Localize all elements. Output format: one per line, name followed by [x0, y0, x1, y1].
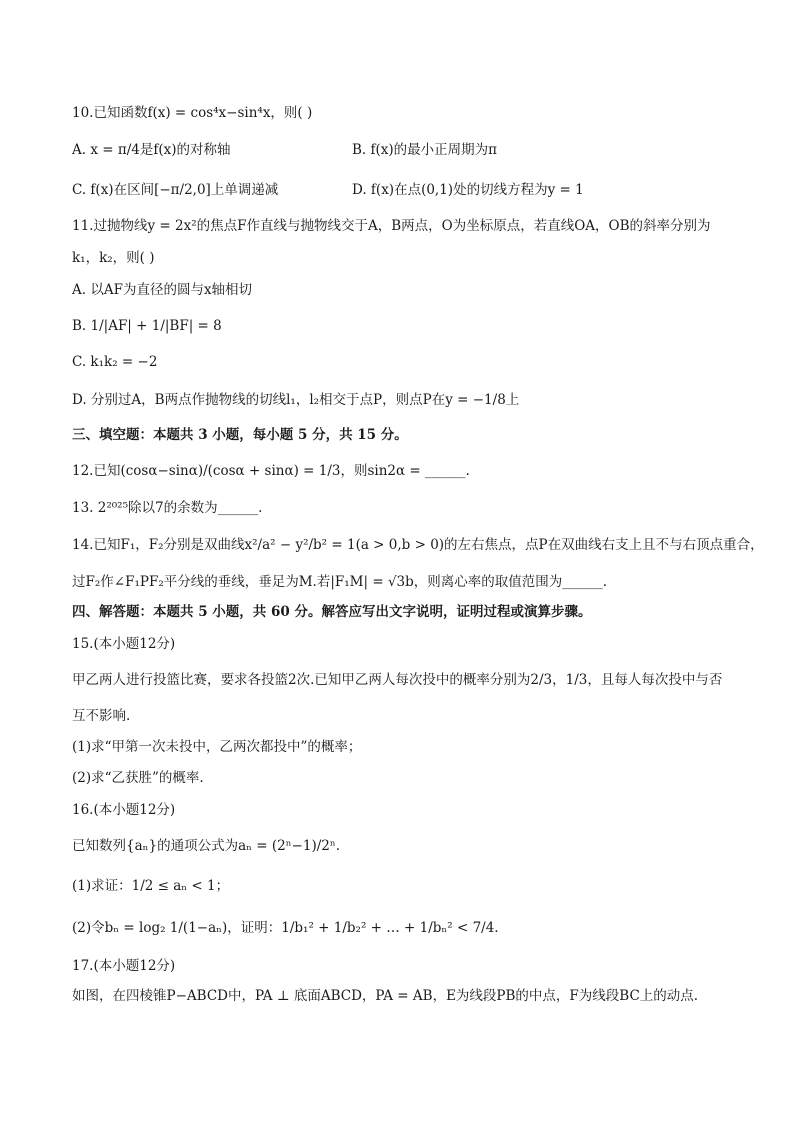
q16-title: 16.(本小题12分)	[72, 802, 176, 818]
q11-option-c: C. k₁k₂ = −2	[72, 354, 158, 370]
q15-part1: (1)求“甲第一次未投中，乙两次都投中”的概率；	[72, 739, 362, 755]
q17-title: 17.(本小题12分)	[72, 958, 176, 974]
q15-part2: (2)求“乙获胜”的概率.	[72, 770, 204, 786]
q11-option-b: B. 1/|AF| + 1/|BF| = 8	[72, 318, 222, 334]
q15-title: 15.(本小题12分)	[72, 636, 176, 652]
q14-line1: 14.已知F₁，F₂分别是双曲线x²/a² − y²/b² = 1(a > 0,b > 0)的左右焦点，点P在双曲线右支上且不与右顶点重合，	[72, 537, 764, 553]
q12: 12.已知(cosα−sinα)/(cosα + sinα) = 1/3，则sin2α = ______.	[72, 463, 470, 479]
q16-line1: 已知数列{aₙ}的通项公式为aₙ = (2ⁿ−1)/2ⁿ.	[72, 838, 340, 854]
q10-stem: 10.已知函数f(x) = cos⁴x−sin⁴x，则( )	[72, 105, 313, 121]
q13: 13. 2²⁰²⁵除以7的余数为______.	[72, 500, 263, 516]
q17-line1: 如图，在四棱锥P−ABCD中，PA ⊥ 底面ABCD，PA = AB，E为线段PB的中点，F为线段BC上的动点.	[72, 988, 699, 1004]
q10-option-a: A. x = π/4是f(x)的对称轴	[72, 142, 231, 158]
q11-option-d: D. 分别过A，B两点作抛物线的切线l₁，l₂相交于点P，则点P在y = −1/8上	[72, 392, 520, 408]
q16-part2: (2)令bₙ = log₂ 1/(1−aₙ)，证明：1/b₁² + 1/b₂² + … + 1/bₙ² < 7/4.	[72, 920, 499, 936]
section-4-heading: 四、解答题：本题共 5 小题，共 60 分。解答应写出文字说明，证明过程或演算步骤。	[72, 604, 592, 620]
q15-line1: 甲乙两人进行投篮比赛，要求各投篮2次.已知甲乙两人每次投中的概率分别为2/3，1/3，且每人每次投中与否	[72, 672, 723, 688]
q11-option-a: A. 以AF为直径的圆与x轴相切	[72, 282, 253, 298]
section-3-heading: 三、填空题：本题共 3 小题，每小题 5 分，共 15 分。	[72, 427, 408, 443]
q14-line2: 过F₂作∠F₁PF₂平分线的垂线，垂足为M.若|F₁M| = √3b，则离心率的取值范围为______.	[72, 574, 608, 590]
q10-option-b: B. f(x)的最小正周期为π	[352, 142, 498, 158]
q10-option-c: C. f(x)在区间[−π/2,0]上单调递减	[72, 182, 279, 198]
q11-stem-line2: k₁，k₂，则( )	[72, 250, 155, 266]
q10-option-d: D. f(x)在点(0,1)处的切线方程为y = 1	[352, 182, 584, 198]
q15-line2: 互不影响.	[72, 708, 131, 724]
q11-stem-line1: 11.过抛物线y = 2x²的焦点F作直线与抛物线交于A，B两点，O为坐标原点，若直线OA，OB的斜率分别为	[72, 218, 711, 234]
q16-part1: (1)求证：1/2 ≤ aₙ < 1；	[72, 878, 230, 894]
